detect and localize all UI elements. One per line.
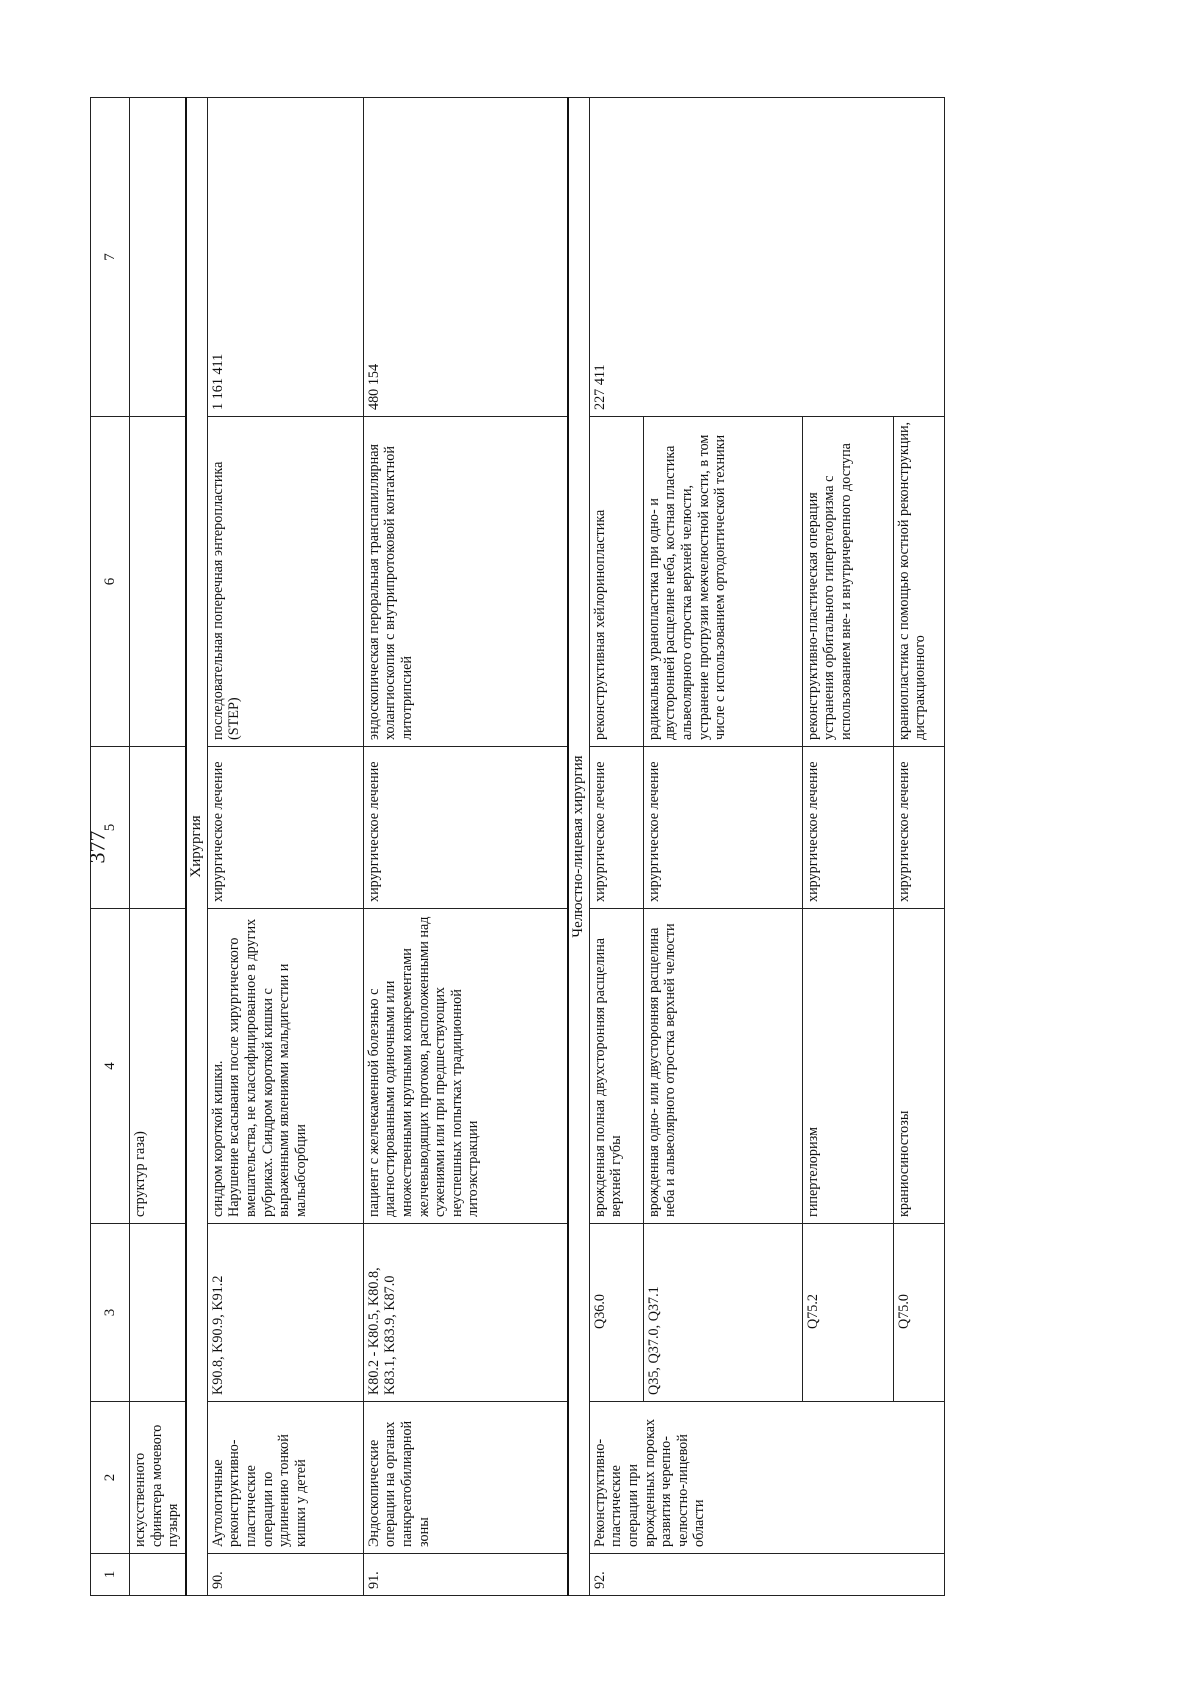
row92-model-3: гипертелоризм — [802, 909, 893, 1224]
row92-treatment-2: хирургическое лечение — [643, 747, 802, 909]
header-col-7: 7 — [91, 98, 130, 417]
row92-method-4: краниопластика с помощью костной реконструкции, дистракционного — [893, 417, 944, 747]
row92-model-1: врожденная полная двухсторонняя расщелина верхней губы — [589, 909, 643, 1224]
table-row-92 — [589, 98, 643, 1596]
header-col-6: 6 — [91, 417, 130, 747]
row91-num: 91. — [363, 1554, 568, 1596]
row90-num: 90. — [207, 1554, 363, 1596]
cont-treatment — [130, 747, 186, 909]
row92-method-2: радикальная уранопластика при одно- и двусторонней расщелине неба, костная пластика альвеолярного отростка верхней челюсти, устранение протрузии межчелюстной кости, в том числе с использованием ортодонтической техники — [643, 417, 802, 747]
cont-codes — [130, 1224, 186, 1402]
row91-treatment: хирургическое лечение — [363, 747, 568, 909]
row91-name: Эндоскопические операции на органах панкреатобилиарной зоны — [363, 1402, 568, 1554]
row92-treatment-1: хирургическое лечение — [589, 747, 643, 909]
row92-cost: 227 411 — [589, 98, 944, 417]
header-col-3: 3 — [91, 1224, 130, 1402]
row92-treatment-3: хирургическое лечение — [802, 747, 893, 909]
row92-codes-2: Q35, Q37.0, Q37.1 — [643, 1224, 802, 1402]
page-number: 377 — [84, 830, 109, 864]
row90-cost: 1 161 411 — [207, 98, 363, 417]
row92-method-3: реконструктивно-пластическая операция устранения орбитального гипертелоризма с использованием вне- и внутричерепного доступа — [802, 417, 893, 747]
table-row-90 — [207, 98, 363, 1596]
header-col-5: 5 — [91, 747, 130, 909]
cont-num — [130, 1554, 186, 1596]
section-title-maxillofacial: Челюстно-лицевая хирургия — [568, 98, 590, 1596]
row91-codes: K80.2 - K80.5, K80.8, K83.1, K83.9, K87.0 — [363, 1224, 568, 1402]
row90-treatment: хирургическое лечение — [207, 747, 363, 909]
row92-treatment-4: хирургическое лечение — [893, 747, 944, 909]
row91-method: эндоскопическая пероральная транспапиллярная холангиоскопия с внутрипротоковой контактной литотрипсией — [363, 417, 568, 747]
cont-cost — [130, 98, 186, 417]
header-col-1: 1 — [91, 1554, 130, 1596]
row92-num: 92. — [589, 1554, 944, 1596]
row92-codes-1: Q36.0 — [589, 1224, 643, 1402]
row91-model: пациент с желчекаменной болезнью с диагностированными одиночными или множественными крупными конкрементами желчевыводящих протоков, расположенными над сужениями или при предшествующих неуспешных попытках традиционной литоэкстракции — [363, 909, 568, 1224]
table-row-continuation — [130, 98, 186, 1596]
row92-codes-4: Q75.0 — [893, 1224, 944, 1402]
header-col-2: 2 — [91, 1402, 130, 1554]
row90-method: последовательная поперечная энтеропластика (STEP) — [207, 417, 363, 747]
cont-method — [130, 417, 186, 747]
row90-model: синдром короткой кишки. Нарушение всасывания после хирургического вмешательства, не классифицированное в других рубриках. Синдром короткой кишки с выраженными явлениями мальдигестии и мальабсорбции — [207, 909, 363, 1224]
row90-name: Аутологичные реконструктивно-пластические операции по удлинению тонкой кишки у детей — [207, 1402, 363, 1554]
cont-name: искусственного сфинктера мочевого пузыря — [130, 1402, 186, 1554]
cont-model: структур газа) — [130, 909, 186, 1224]
header-row — [91, 98, 130, 1596]
row92-model-4: краниосиностозы — [893, 909, 944, 1224]
section-row-maxillofacial — [568, 98, 590, 1596]
table-row-91 — [363, 98, 568, 1596]
row92-method-1: реконструктивная хейлоринопластика — [589, 417, 643, 747]
medical-care-table — [90, 97, 945, 1596]
row92-codes-3: Q75.2 — [802, 1224, 893, 1402]
header-col-4: 4 — [91, 909, 130, 1224]
row92-name: Реконструктивно-пластические операции при врожденных пороках развития черепно-челюстно-лицевой области — [589, 1402, 944, 1554]
row90-codes: K90.8, K90.9, K91.2 — [207, 1224, 363, 1402]
row91-cost: 480 154 — [363, 98, 568, 417]
section-row-surgery — [186, 98, 208, 1596]
section-title-surgery: Хирургия — [186, 98, 208, 1596]
row92-model-2: врожденная одно- или двусторонняя расщелина неба и альвеолярного отростка верхней челюсти — [643, 909, 802, 1224]
